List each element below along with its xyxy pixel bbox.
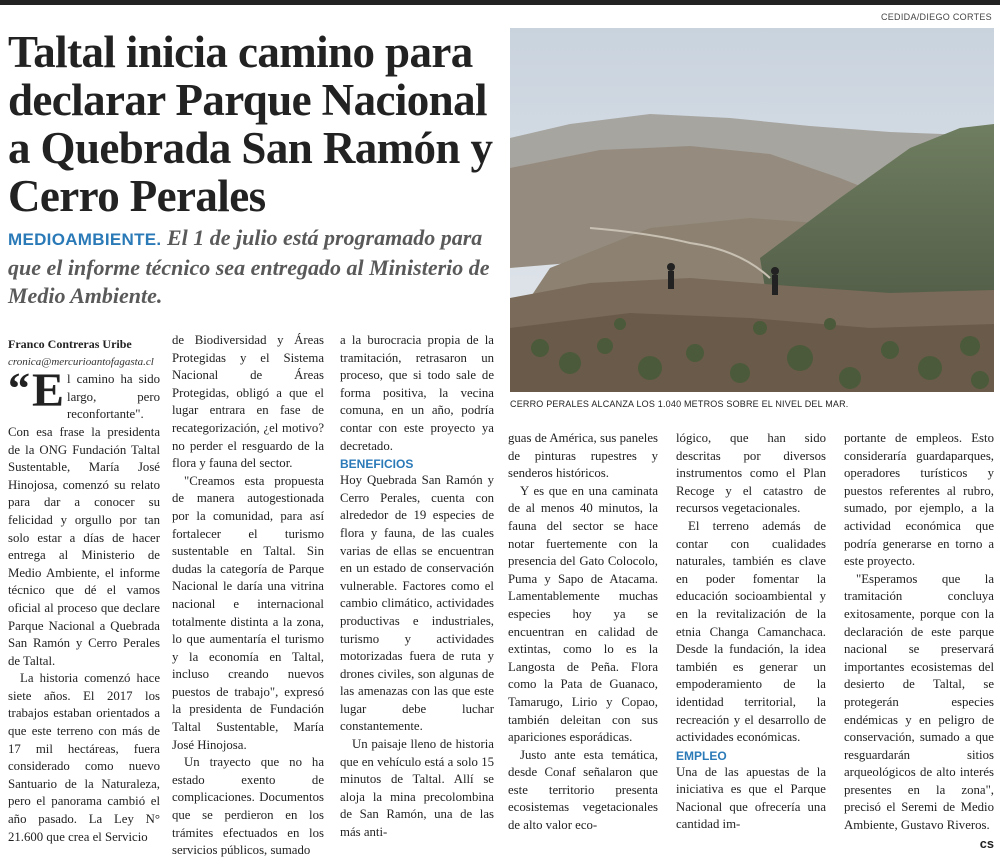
paragraph-text: l camino ha sido largo, pero reconfortante". Con esa frase la presidenta de la ONG Fundación Taltal Sustentable, María José Hinojosa, comenzó su relato para dar a conocer su felicidad y orgullo por tan solo estar a días de hacer entrega al Ministerio de Medio Ambiente, el informe técnico que dé el vamos oficial al proceso que declare Parque Nacional a Quebrada San Ramón y Cerro Perales de Taltal. <box>8 372 160 668</box>
paragraph: Justo ante esta temática, desde Conaf señalaron que este territorio presenta ecosistemas vegetacionales de alto valor eco- <box>508 747 658 833</box>
paragraph: de Biodiversidad y Áreas Protegidas y el Sistema Nacional de Áreas Protegidas, obligó a que el lugar entrara en fase de recategorización, ¿el motivo? no perder el resguardo de la flora y fauna del sector. <box>172 333 324 471</box>
quote-mark: “ <box>8 364 30 414</box>
article-column-5 <box>676 430 826 834</box>
paragraph: lógico, que han sido descritas por diversos instrumentos como el Plan Recoge y el catastro de recursos vegetacionales. <box>676 431 826 516</box>
paragraph <box>8 364 160 670</box>
paragraph: Una de las apuestas de la iniciativa es que el Parque Nacional que ofrecería una cantidad im- <box>676 764 826 832</box>
paragraph: a la burocracia propia de la tramitación, retrasaron un proceso, que si todo sale de forma positiva, la vecina comuna, en un año, podría contar con este proyecto ya decretado. <box>340 333 494 453</box>
article-column-6 <box>844 430 994 852</box>
photo-credit: CEDIDA/DIEGO CORTES <box>880 12 992 22</box>
paragraph: Un trayecto que no ha estado exento de complicaciones. Documentos que se perdieron en los trámites efectuados en los servicios públicos, sumado <box>172 755 324 858</box>
drop-cap: E <box>32 364 65 418</box>
article-column-4 <box>508 430 658 835</box>
article-column-3 <box>340 332 494 842</box>
deck <box>8 224 500 310</box>
author-email: cronica@mercurioantofagasta.cl <box>8 355 154 368</box>
paragraph: La historia comenzó hace siete años. El 2017 los trabajos estaban orientados a que este terreno con más de 17 mil hectáreas, fuera considerado como nuevo Santuario de la Naturaleza, pero el panorama cambió el año pasado. La Ley N° 21.600 que crea el Servicio <box>8 671 160 844</box>
author-name: Franco Contreras Uribe <box>8 337 132 351</box>
paragraph: Hoy Quebrada San Ramón y Cerro Perales, cuenta con alrededor de 19 especies de flora y fauna, de las cuales varias de ellas se encuentran en un estado de conservación vulnerable. Factores como el cambio climático, actividades productivas e industriales, turismo y actividades motorizadas fuera de ruta y drones civiles, son algunas de las amenazas con las que este lugar debe luchar constantemente. <box>340 473 494 734</box>
article-column-1 <box>8 336 160 846</box>
paragraph: Un paisaje lleno de historia que en vehículo está a solo 15 minutos de Taltal. Allí se aloja la mina precolombina de San Ramón, una de las más anti- <box>340 737 494 840</box>
paragraph: Y es que en una caminata de al menos 40 minutos, la fauna del sector se hace notar fuertemente con la presencia del Gato Colocolo, Puma y Sapo de Atacama. Lamentablemente muchas especies hoy ya se encuentran en calidad de extintas, como lo es la Langosta de Peña. Flora como la Pata de Guanaco, Tamarugo, Lirio y Copao, también deleitan con sus apariciones esporádicas. <box>508 483 658 745</box>
end-mark: cs <box>979 835 994 851</box>
paragraph: "Creamos esta propuesta de manera autogestionada por la comunidad, para así fortalecer el turismo sustentable en Taltal. Sin dudas la categoría de Parque Nacional le daría una vitrina nacional e internacional totalmente distinta a la zona, lo que aumentaría el turismo y la economía en Taltal, incluso creando nuevos puestos de trabajo", expresó la presidenta de Fundación Taltal Sustentable, María José Hinojosa. <box>172 473 324 752</box>
paragraph: portante de empleos. Esto consideraría guardaparques, operadores turísticos y puestos referentes al rubro, sumado, por ejemplo, a la actividad económica que podría generarse en torno a este proyecto. <box>844 431 994 569</box>
article-column-2 <box>172 332 324 860</box>
paragraph: guas de América, sus paneles de pinturas rupestres y senderos históricos. <box>508 431 658 481</box>
deck-text: El 1 de julio está programado para que el informe técnico sea entregado al Ministerio de Medio Ambiente. <box>8 225 490 308</box>
section-kicker: MEDIOAMBIENTE. <box>8 230 162 249</box>
subheading-beneficios: BENEFICIOS <box>340 457 414 472</box>
photo-caption: CERRO PERALES ALCANZA LOS 1.040 METROS SOBRE EL NIVEL DEL MAR. <box>510 399 849 409</box>
article-photo <box>510 28 994 392</box>
paragraph: El terreno además de contar con cualidades naturales, también es clave en poder fomentar la educación socioambiental y en la revitalización de la etnia Changa Camanchaca. Desde la fundación, la idea también es generar un empoderamiento de la identidad territorial, la recreación y el desarrollo de actividades económicas. <box>676 518 826 745</box>
headline: Taltal inicia camino para declarar Parque Nacional a Quebrada San Ramón y Cerro Perales <box>8 27 493 221</box>
subheading-empleo: EMPLEO <box>676 748 727 763</box>
top-rule <box>0 0 1000 5</box>
paragraph: "Esperamos que la tramitación concluya exitosamente, porque con la declaración de este parque nacional se preservará importantes ecosistemas del desierto de Taltal, se protegerán especies endémicas y en peligro de conservación, sumado a que resguardarán sitios arqueológicos de alto interés presentes en la zona", precisó el Seremi de Medio Ambiente, Gustavo Riveros. <box>844 571 994 833</box>
